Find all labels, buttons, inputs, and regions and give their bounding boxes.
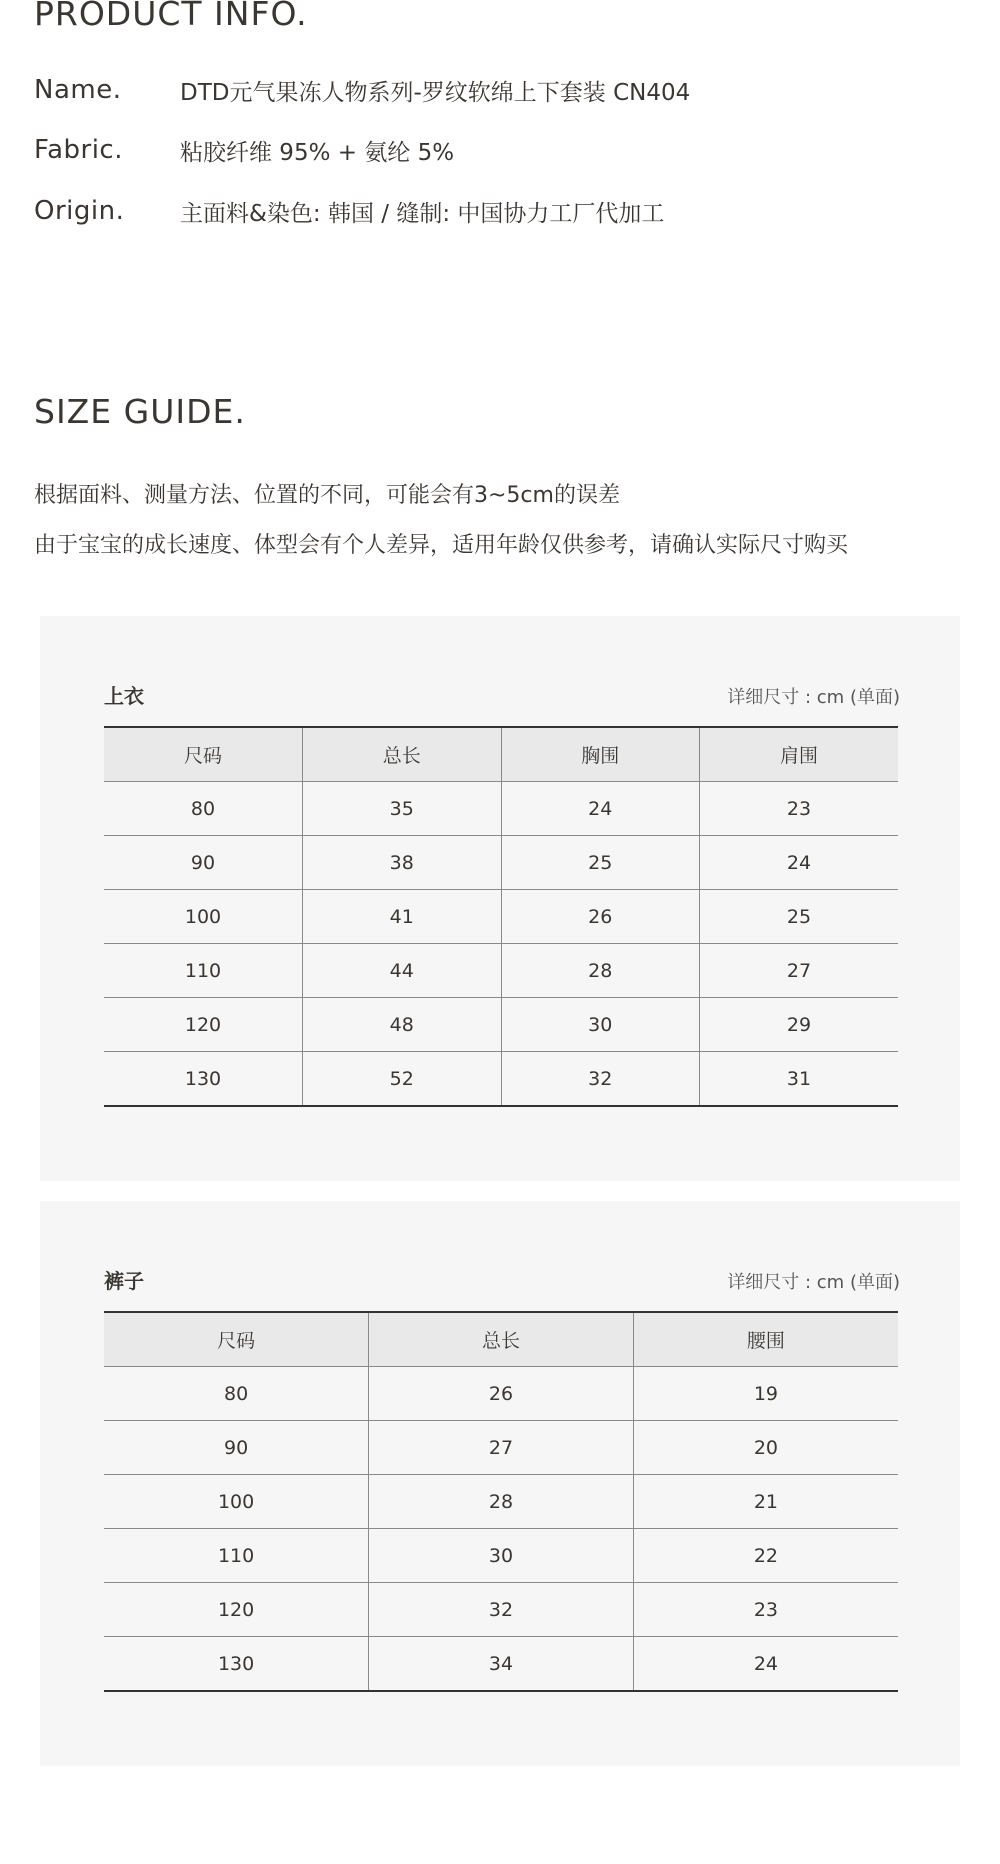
- column-header: 尺码: [104, 1312, 369, 1367]
- table-cell: 28: [501, 944, 700, 998]
- table-cell: 90: [104, 1421, 369, 1475]
- unit-note: 详细尺寸 : cm (单面): [727, 687, 900, 708]
- table-cell: 100: [104, 1475, 369, 1529]
- table-cell: 90: [104, 836, 303, 890]
- table-row: [104, 782, 898, 836]
- table-cell: 48: [303, 998, 502, 1052]
- table-cell: 110: [104, 1529, 369, 1583]
- table-cell: 110: [104, 944, 303, 998]
- table-cell: 80: [104, 1367, 369, 1421]
- table-row: [104, 1529, 898, 1583]
- table-cell: 120: [104, 1583, 369, 1637]
- size-guide-title: SIZE GUIDE.: [34, 392, 246, 431]
- size-note: 由于宝宝的成长速度、体型会有个人差异，适用年龄仅供参考，请确认实际尺寸购买: [34, 533, 849, 558]
- table-cell: 34: [369, 1637, 634, 1692]
- info-row-name: [34, 70, 690, 110]
- table-cell: 100: [104, 890, 303, 944]
- table-row: [104, 1421, 898, 1475]
- table-cell: 24: [633, 1637, 898, 1692]
- table-cell: 21: [633, 1475, 898, 1529]
- info-value: 主面料&染色: 韩国 / 缝制: 中国协力工厂代加工: [180, 200, 665, 227]
- table-cell: 32: [369, 1583, 634, 1637]
- info-row-fabric: [34, 130, 454, 170]
- table-cell: 20: [633, 1421, 898, 1475]
- column-header: 总长: [369, 1312, 634, 1367]
- table-header-row: [104, 727, 898, 782]
- table-row: [104, 998, 898, 1052]
- table-cell: 19: [633, 1367, 898, 1421]
- size-table: [104, 1311, 898, 1692]
- table-cell: 130: [104, 1637, 369, 1692]
- size-table-panel-pants: [40, 1201, 960, 1766]
- table-cell: 24: [501, 782, 700, 836]
- table-cell: 23: [633, 1583, 898, 1637]
- table-row: [104, 1367, 898, 1421]
- size-note: 根据面料、测量方法、位置的不同，可能会有3~5cm的误差: [34, 483, 620, 508]
- unit-note: 详细尺寸 : cm (单面): [727, 1272, 900, 1293]
- table-row: [104, 1052, 898, 1107]
- table-cell: 26: [501, 890, 700, 944]
- table-cell: 30: [369, 1529, 634, 1583]
- table-cell: 24: [700, 836, 899, 890]
- panel-header: [104, 680, 900, 709]
- table-row: [104, 836, 898, 890]
- column-header: 胸围: [501, 727, 700, 782]
- info-label: Origin.: [34, 196, 125, 226]
- table-row: [104, 944, 898, 998]
- info-row-origin: [34, 191, 664, 231]
- table-cell: 27: [369, 1421, 634, 1475]
- column-header: 总长: [303, 727, 502, 782]
- table-cell: 31: [700, 1052, 899, 1107]
- table-cell: 38: [303, 836, 502, 890]
- info-value: 粘胶纤维 95% + 氨纶 5%: [180, 139, 455, 166]
- panel-header: [104, 1265, 900, 1294]
- size-table: [104, 726, 898, 1107]
- table-cell: 120: [104, 998, 303, 1052]
- table-cell: 41: [303, 890, 502, 944]
- table-header-row: [104, 1312, 898, 1367]
- table-cell: 80: [104, 782, 303, 836]
- column-header: 尺码: [104, 727, 303, 782]
- table-row: [104, 1475, 898, 1529]
- table-cell: 30: [501, 998, 700, 1052]
- table-cell: 22: [633, 1529, 898, 1583]
- table-cell: 44: [303, 944, 502, 998]
- table-cell: 29: [700, 998, 899, 1052]
- product-info-title: PRODUCT INFO.: [34, 0, 308, 33]
- info-value: DTD元气果冻人物系列-罗纹软绵上下套装 CN404: [180, 79, 691, 106]
- table-cell: 25: [700, 890, 899, 944]
- table-name: 裤子: [104, 1269, 144, 1293]
- table-cell: 26: [369, 1367, 634, 1421]
- table-row: [104, 890, 898, 944]
- table-row: [104, 1637, 898, 1692]
- table-cell: 25: [501, 836, 700, 890]
- column-header: 腰围: [633, 1312, 898, 1367]
- column-header: 肩围: [700, 727, 899, 782]
- table-row: [104, 1583, 898, 1637]
- table-cell: 27: [700, 944, 899, 998]
- table-cell: 28: [369, 1475, 634, 1529]
- table-cell: 35: [303, 782, 502, 836]
- info-label: Fabric.: [34, 135, 123, 165]
- size-table-panel-top: [40, 616, 960, 1181]
- table-cell: 23: [700, 782, 899, 836]
- info-label: Name.: [34, 75, 122, 105]
- table-name: 上衣: [104, 684, 144, 708]
- table-cell: 52: [303, 1052, 502, 1107]
- table-cell: 130: [104, 1052, 303, 1107]
- table-cell: 32: [501, 1052, 700, 1107]
